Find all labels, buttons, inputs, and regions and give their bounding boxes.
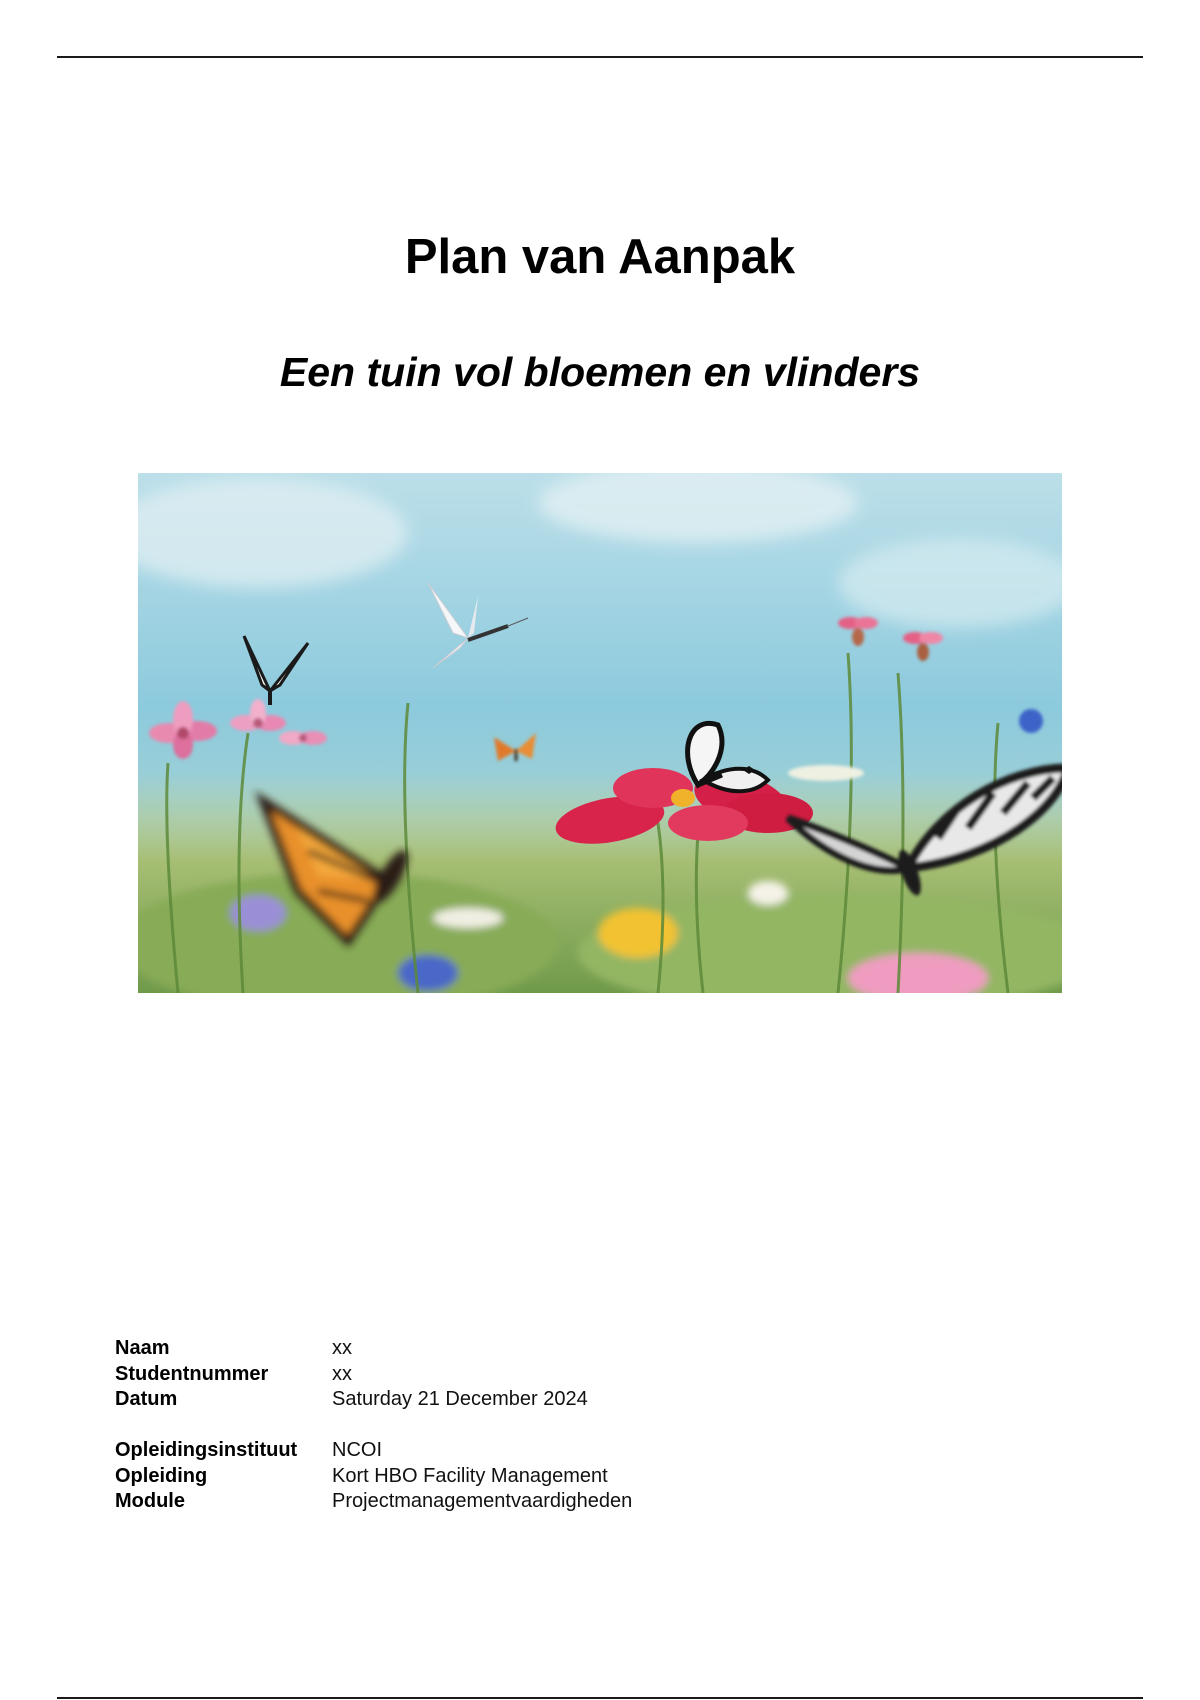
detail-label: Datum bbox=[115, 1388, 178, 1410]
top-rule bbox=[57, 56, 1143, 58]
detail-label: Opleidingsinstituut bbox=[115, 1439, 298, 1461]
document-title: Plan van Aanpak bbox=[404, 230, 796, 284]
detail-row-opleiding bbox=[115, 1464, 632, 1490]
detail-label: Naam bbox=[115, 1337, 170, 1359]
detail-row-datum bbox=[115, 1387, 588, 1413]
detail-row-opleidingsinstituut bbox=[115, 1438, 632, 1464]
detail-value: Saturday 21 December 2024 bbox=[332, 1388, 588, 1410]
cover-photo bbox=[138, 473, 1062, 993]
student-details bbox=[115, 1336, 588, 1413]
detail-value: xx bbox=[332, 1337, 352, 1359]
bottom-rule bbox=[57, 1697, 1143, 1699]
detail-row-studentnummer bbox=[115, 1362, 588, 1388]
detail-label: Module bbox=[115, 1490, 185, 1512]
detail-value: NCOI bbox=[332, 1439, 382, 1461]
detail-row-module bbox=[115, 1489, 632, 1515]
course-details bbox=[115, 1438, 632, 1515]
detail-value: Kort HBO Facility Management bbox=[332, 1464, 608, 1487]
detail-value: Projectmanagementvaardigheden bbox=[332, 1490, 633, 1512]
detail-label: Opleiding bbox=[115, 1464, 208, 1487]
document-subtitle: Een tuin vol bloemen en vlinders bbox=[279, 349, 921, 395]
detail-row-naam bbox=[115, 1336, 588, 1362]
detail-label: Studentnummer bbox=[115, 1362, 269, 1385]
detail-value: xx bbox=[332, 1362, 352, 1385]
